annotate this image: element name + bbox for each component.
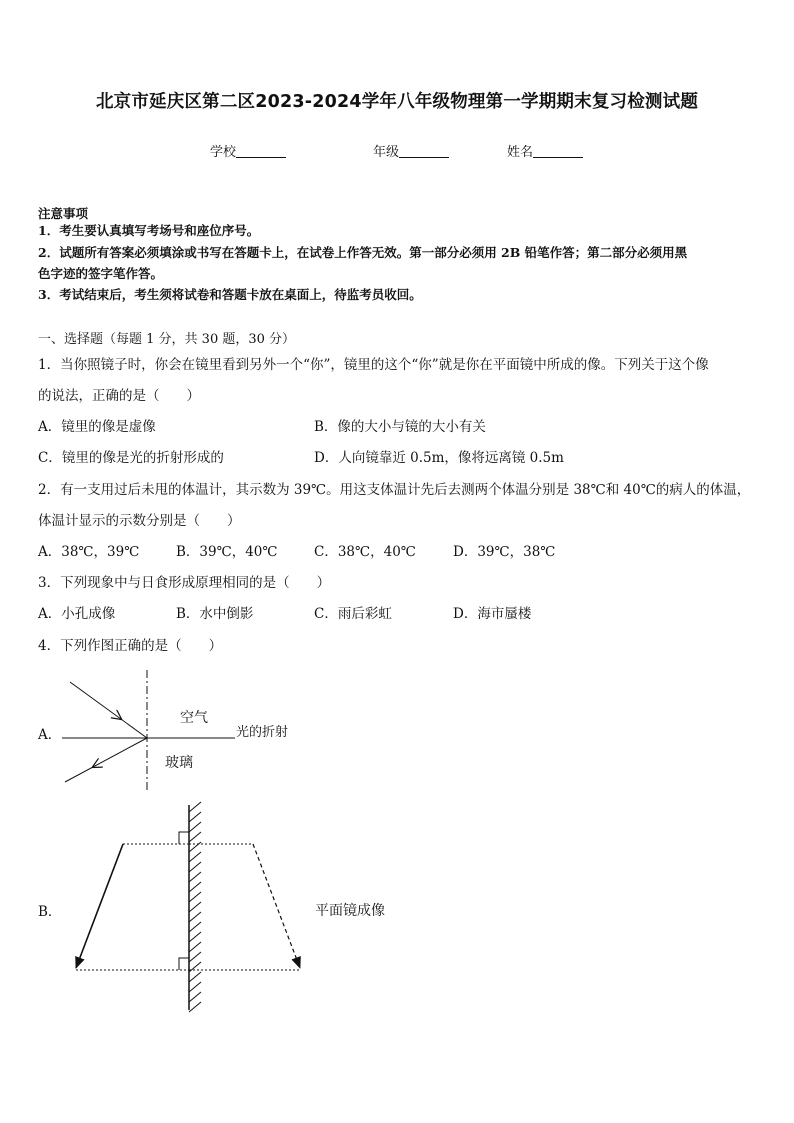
q1-option-b[interactable]: B．像的大小与镜的大小有关 (314, 419, 486, 435)
q4-option-b-letter[interactable]: B． (38, 904, 62, 920)
q3-option-a[interactable]: A．小孔成像 (38, 606, 116, 622)
plane-mirror-caption: 平面镜成像 (315, 903, 385, 919)
q3-option-b[interactable]: B．水中倒影 (176, 606, 254, 622)
school-label: 学校 (210, 145, 237, 160)
question-1-stem-cont: 的说法，正确的是（ ） (38, 388, 200, 404)
grade-label: 年级 (373, 145, 400, 160)
q3-option-d[interactable]: D．海市蜃楼 (453, 606, 532, 622)
question-3-stem: 3．下列现象中与日食形成原理相同的是（ ） (38, 575, 331, 591)
note-item: 3．考试结束后，考生须将试卷和答题卡放在桌面上，待监考员收回。 (38, 287, 422, 302)
q1-option-a[interactable]: A．镜里的像是虚像 (38, 419, 156, 435)
image-arrow (253, 844, 300, 968)
refraction-diagram (55, 665, 305, 795)
q1-option-d[interactable]: D．人向镜靠近 0.5m，像将远离镜 0.5m (314, 450, 564, 466)
grade-blank[interactable] (399, 144, 449, 158)
right-angle-mark (179, 958, 189, 970)
q2-option-a[interactable]: A．38℃，39℃ (38, 544, 140, 560)
q3-option-c[interactable]: C．雨后彩虹 (314, 606, 392, 622)
question-4-stem: 4．下列作图正确的是（ ） (38, 638, 223, 654)
q2-option-d[interactable]: D．39℃，38℃ (453, 544, 556, 560)
q1-option-c[interactable]: C．镜里的像是光的折射形成的 (38, 450, 224, 466)
grade-field[interactable] (373, 141, 449, 160)
right-angle-mark (179, 832, 189, 844)
q4-option-a-letter[interactable]: A． (38, 727, 62, 743)
air-label: 空气 (180, 710, 208, 726)
question-1-stem: 1．当你照镜子时，你会在镜里看到另外一个“你”，镜里的这个“你”就是你在平面镜中所成的像。下列关于这个像 (38, 357, 709, 373)
object-arrow (76, 844, 123, 968)
note-item: 1．考生要认真填写考场号和座位序号。 (38, 223, 260, 238)
page-title: 北京市延庆区第二区2023-2024学年八年级物理第一学期期末复习检测试题 (95, 92, 699, 112)
q2-option-b[interactable]: B．39℃，40℃ (176, 544, 278, 560)
mirror-hatching (189, 802, 201, 1012)
name-label: 姓名 (507, 145, 534, 160)
notes-heading: 注意事项 (38, 206, 89, 221)
name-blank[interactable] (533, 144, 583, 158)
name-field[interactable] (507, 141, 583, 160)
section-heading: 一、选择题（每题 1 分，共 30 题，30 分） (38, 332, 296, 347)
note-item: 色字迹的签字笔作答。 (38, 266, 164, 281)
school-field[interactable] (210, 141, 286, 160)
refraction-caption: 光的折射 (236, 725, 289, 740)
glass-label: 玻璃 (165, 755, 193, 771)
question-2-stem: 2．有一支用过后未甩的体温计，其示数为 39℃。用这支体温计先后去测两个体温分别是 38℃和 40℃的病人的体温， (38, 482, 751, 498)
question-2-stem-cont: 体温计显示的示数分别是（ ） (38, 513, 241, 529)
note-item: 2．试题所有答案必须填涂或书写在答题卡上，在试卷上作答无效。第一部分必须用 2B 铅笔作答；第二部分必须用黑 (38, 245, 688, 260)
q2-option-c[interactable]: C．38℃，40℃ (314, 544, 416, 560)
school-blank[interactable] (236, 144, 286, 158)
